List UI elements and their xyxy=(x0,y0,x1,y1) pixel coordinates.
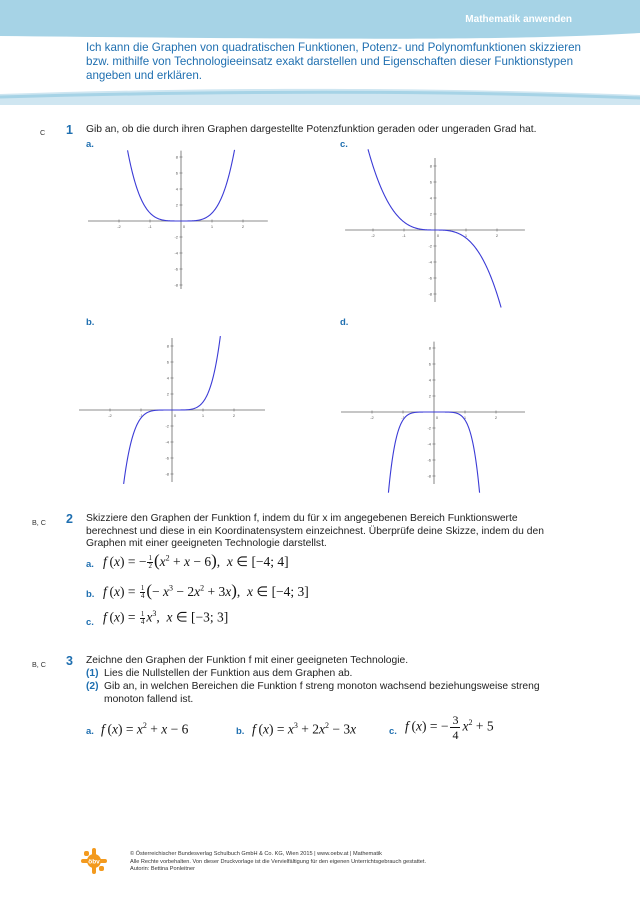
y-tick-label: 2 xyxy=(428,393,431,399)
plot-a xyxy=(85,148,270,298)
task3-tag: B, C xyxy=(32,660,46,669)
y-tick-label: 8 xyxy=(166,343,169,349)
function-curve xyxy=(368,149,501,307)
learning-goal: Ich kann die Graphen von quadratischen Funktionen, Potenz- und Polynomfunktionen skizzieren bzw. mithilfe von Technologieeinsatz exakt darstellen und Eigenschaften dieser Funktionstypen angeben und erklären. xyxy=(86,41,581,82)
x-tick-label: -2 xyxy=(117,224,121,229)
task3-part1: Lies die Nullstellen der Funktion aus dem Graphen ab. xyxy=(104,668,353,679)
y-tick-label: -4 xyxy=(165,439,169,445)
plot-c xyxy=(342,148,527,308)
task3-part1-label: (1) xyxy=(86,668,99,679)
task2-number: 2 xyxy=(66,512,73,526)
y-tick-label: 6 xyxy=(175,170,178,176)
x-tick-label: -1 xyxy=(139,413,143,418)
fraction: $\frac{1}{4}$ xyxy=(140,584,145,601)
footer xyxy=(130,851,426,874)
y-tick-label: -8 xyxy=(174,282,178,288)
task3-formula-c: f (x) = − $\frac{3}{4}$ $x^2 + 5$ xyxy=(405,713,494,742)
task2-formula-a: f (x) = − $\frac{1}{2}$ $(x^2 + x - 6)$, x ∈ [−4; 4] xyxy=(103,551,289,571)
task3-label-c: c. xyxy=(389,726,397,737)
task2-label-c: c. xyxy=(86,617,94,628)
y-tick-label: 8 xyxy=(428,345,431,351)
x-tick-label: 2 xyxy=(241,224,245,229)
plot-b xyxy=(78,333,268,485)
x-tick-label: 0 xyxy=(436,233,440,238)
y-tick-label: 4 xyxy=(166,375,169,381)
x-tick-label: 1 xyxy=(463,415,467,420)
y-tick-label: -2 xyxy=(427,425,431,431)
task1-text: Gib an, ob die durch ihren Graphen dargestellte Potenzfunktion geraden oder ungeraden Grad hat. xyxy=(86,124,537,135)
x-tick-label: 1 xyxy=(464,233,468,238)
x-tick-label: 0 xyxy=(173,413,177,418)
y-tick-label: -6 xyxy=(428,275,432,281)
task3-label-b: b. xyxy=(236,726,245,737)
y-tick-label: -2 xyxy=(165,423,169,429)
y-tick-label: 8 xyxy=(429,163,432,169)
y-tick-label: 6 xyxy=(429,179,432,185)
y-tick-label: -4 xyxy=(427,441,431,447)
y-tick-label: -2 xyxy=(428,243,432,249)
fraction: $\frac{3}{4}$ xyxy=(452,713,459,742)
x-tick-label: -1 xyxy=(402,233,406,238)
x-tick-label: -2 xyxy=(370,415,374,420)
task3-part2: Gib an, in welchen Bereichen die Funktion f streng monoton wachsend beziehungsweise streng monoton fallend ist. xyxy=(104,681,540,705)
y-tick-label: -6 xyxy=(427,457,431,463)
x-tick-label: 1 xyxy=(201,413,205,418)
task3-formula-a: f $(x) = x^2 + x - 6$ xyxy=(101,721,189,737)
y-tick-label: -4 xyxy=(174,250,178,256)
task1-label-c: c. xyxy=(340,139,348,150)
y-tick-label: 4 xyxy=(175,186,178,192)
task2-label-a: a. xyxy=(86,559,94,570)
x-tick-label: -1 xyxy=(148,224,152,229)
task3-part2-label: (2) xyxy=(86,681,99,692)
y-tick-label: 6 xyxy=(428,361,431,367)
task3-text: Zeichne den Graphen der Funktion f mit einer geeigneten Technologie. xyxy=(86,655,409,666)
task2-label-b: b. xyxy=(86,589,95,600)
y-tick-label: -8 xyxy=(427,473,431,479)
y-tick-label: -4 xyxy=(428,259,432,265)
y-tick-label: -8 xyxy=(428,291,432,297)
x-tick-label: 2 xyxy=(494,415,498,420)
task3-number: 3 xyxy=(66,654,73,668)
logo-text: öbv xyxy=(88,858,100,866)
y-tick-label: 4 xyxy=(429,195,432,201)
x-tick-label: 0 xyxy=(182,224,186,229)
task1-label-d: d. xyxy=(340,317,349,328)
x-tick-label: 0 xyxy=(435,415,439,420)
domain-c: [−3; 3] xyxy=(190,609,229,625)
y-tick-label: 2 xyxy=(166,391,169,397)
domain-a: [−4; 4] xyxy=(251,554,289,569)
y-tick-label: -8 xyxy=(165,471,169,477)
x-tick-label: -2 xyxy=(108,413,112,418)
plot-d xyxy=(340,333,525,493)
task3-label-a: a. xyxy=(86,726,94,737)
task2-tag: B, C xyxy=(32,518,46,527)
y-tick-label: 6 xyxy=(166,359,169,365)
task2-formula-b: f (x) = $\frac{1}{4}$ (− $x^3 - 2x^2 + 3x$), x ∈ [−4; 3] xyxy=(103,581,309,601)
publisher-logo-icon xyxy=(81,848,107,874)
footer-rights: Alle Rechte vorbehalten. Von dieser Druckvorlage ist die Vervielfältigung für den eigenen Unterrichtsgebrauch gestattet. xyxy=(130,858,427,865)
y-tick-label: 8 xyxy=(175,154,178,160)
x-tick-label: 1 xyxy=(210,224,214,229)
header-title: Mathematik anwenden xyxy=(465,14,572,25)
footer-copyright: © Österreichischer Bundesverlag Schulbuch GmbH & Co. KG, Wien 2015 | www.oebv.at | Mathematik xyxy=(130,851,382,857)
y-tick-label: -6 xyxy=(165,455,169,461)
task2-formula-c: f (x) = $\frac{1}{4}$ $x^3$, x ∈ [−3; 3] xyxy=(103,609,229,626)
x-tick-label: -1 xyxy=(401,415,405,420)
domain-b: [−4; 3] xyxy=(271,584,309,599)
fraction: $\frac{1}{4}$ xyxy=(140,609,145,626)
y-tick-label: -2 xyxy=(174,234,178,240)
task3-formula-b: f $(x) = x^3 + 2x^2 - 3x$ xyxy=(252,721,357,737)
task1-tag: C xyxy=(40,128,46,137)
x-tick-label: 2 xyxy=(495,233,499,238)
task1-number: 1 xyxy=(66,123,73,137)
task1-label-a: a. xyxy=(86,139,94,150)
y-tick-label: 4 xyxy=(428,377,431,383)
x-tick-label: 2 xyxy=(232,413,236,418)
footer-author: Autorin: Bettina Ponleitner xyxy=(130,866,195,873)
task1-label-b: b. xyxy=(86,317,95,328)
x-tick-label: -2 xyxy=(371,233,375,238)
y-tick-label: -6 xyxy=(174,266,178,272)
fraction: $\frac{1}{2}$ xyxy=(148,554,152,571)
y-tick-label: 2 xyxy=(175,202,178,208)
y-tick-label: 2 xyxy=(429,211,432,217)
task2-text: Skizziere den Graphen der Funktion f, indem du für x im angegebenen Bereich Funktionswerte berechnest und diese in ein Koordinatensystem einzeichnest. Überprüfe deine Skizze, indem du den Graphen mit einer geeigneten Technologie darstellst. xyxy=(86,513,544,550)
